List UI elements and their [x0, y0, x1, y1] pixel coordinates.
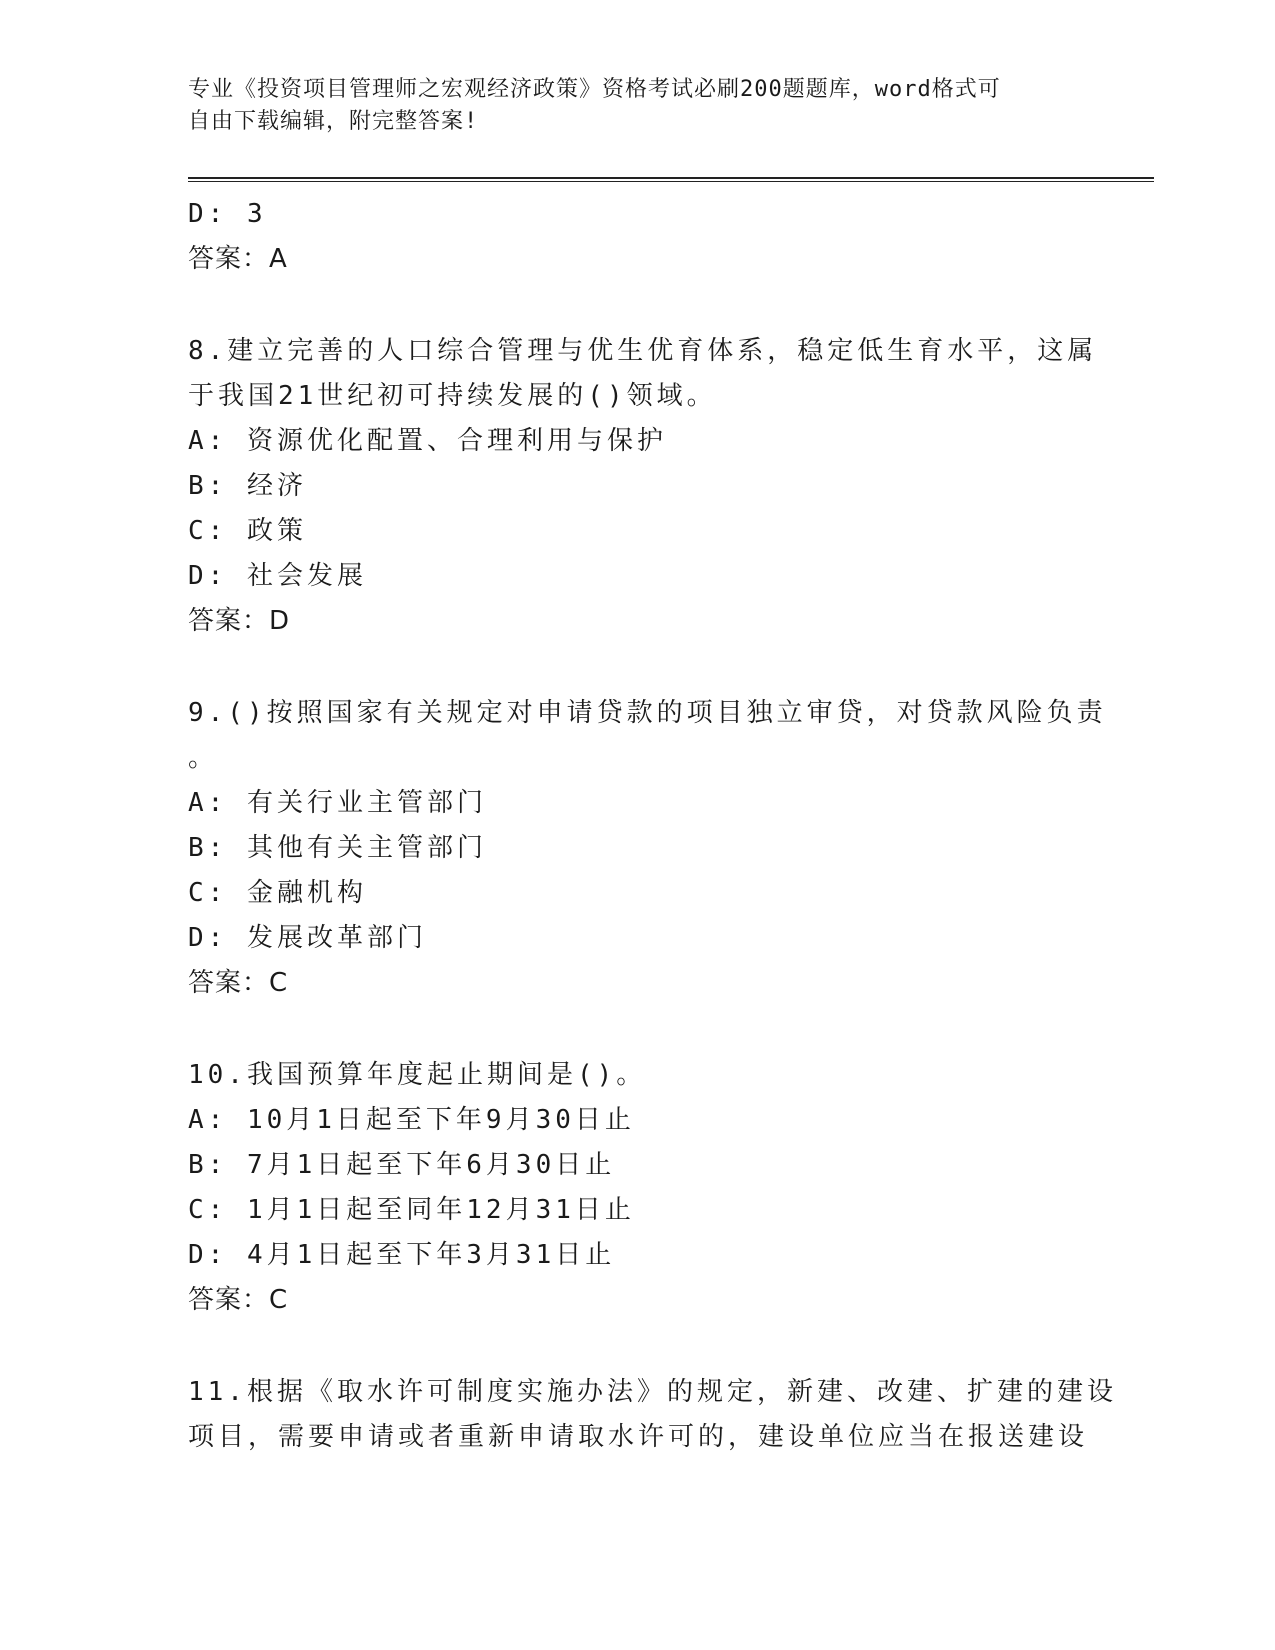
option-d: D: 社会发展: [188, 561, 367, 591]
spacer: [188, 1006, 1088, 1053]
answer: 答案：C: [188, 1285, 289, 1315]
question-10: [188, 1053, 1088, 1323]
option-c: C: 金融机构: [188, 878, 367, 908]
option-a: A: 有关行业主管部门: [188, 788, 487, 818]
option-b: B: 7月1日起至下年6月30日止: [188, 1150, 616, 1180]
option-a: A: 资源优化配置、合理利用与保护: [188, 426, 667, 456]
option-c: C: 政策: [188, 516, 307, 546]
question-stem-cont: 。: [188, 743, 219, 773]
question-content: [188, 192, 1117, 1460]
answer: 答案：C: [188, 968, 289, 998]
question-11: [188, 1370, 1117, 1460]
question-stem: 10.我国预算年度起止期间是()。: [188, 1060, 647, 1090]
question-stem: 9.()按照国家有关规定对申请贷款的项目独立审贷，对贷款风险负责: [188, 698, 1107, 728]
spacer: [188, 1323, 1088, 1370]
document-header: [188, 74, 1068, 138]
question-stem-cont: 于我国21世纪初可持续发展的()领域。: [188, 381, 717, 411]
answer: 答案：D: [188, 606, 291, 636]
option-c: C: 1月1日起至同年12月31日止: [188, 1195, 635, 1225]
header-line-2: 自由下载编辑，附完整答案!: [188, 109, 479, 134]
option-d: D: 4月1日起至下年3月31日止: [188, 1240, 616, 1270]
spacer: [188, 282, 1088, 329]
question-9: [188, 691, 1107, 1006]
option-b: B: 其他有关主管部门: [188, 833, 487, 863]
question-8: [188, 329, 1098, 644]
question-stem-cont: 项目，需要申请或者重新申请取水许可的，建设单位应当在报送建设: [188, 1422, 1089, 1452]
prev-answer: 答案：A: [188, 244, 288, 274]
question-stem: 11.根据《取水许可制度实施办法》的规定，新建、改建、扩建的建设: [188, 1377, 1117, 1407]
option-d: D: 发展改革部门: [188, 923, 427, 953]
prev-option-d: D: 3: [188, 199, 267, 229]
question-stem: 8.建立完善的人口综合管理与优生优育体系，稳定低生育水平，这属: [188, 336, 1098, 366]
header-divider: [188, 177, 1154, 182]
option-a: A: 10月1日起至下年9月30日止: [188, 1105, 635, 1135]
header-line-1: 专业《投资项目管理师之宏观经济政策》资格考试必刷200题题库，word格式可: [188, 77, 1001, 102]
spacer: [188, 644, 1088, 691]
option-b: B: 经济: [188, 471, 307, 501]
